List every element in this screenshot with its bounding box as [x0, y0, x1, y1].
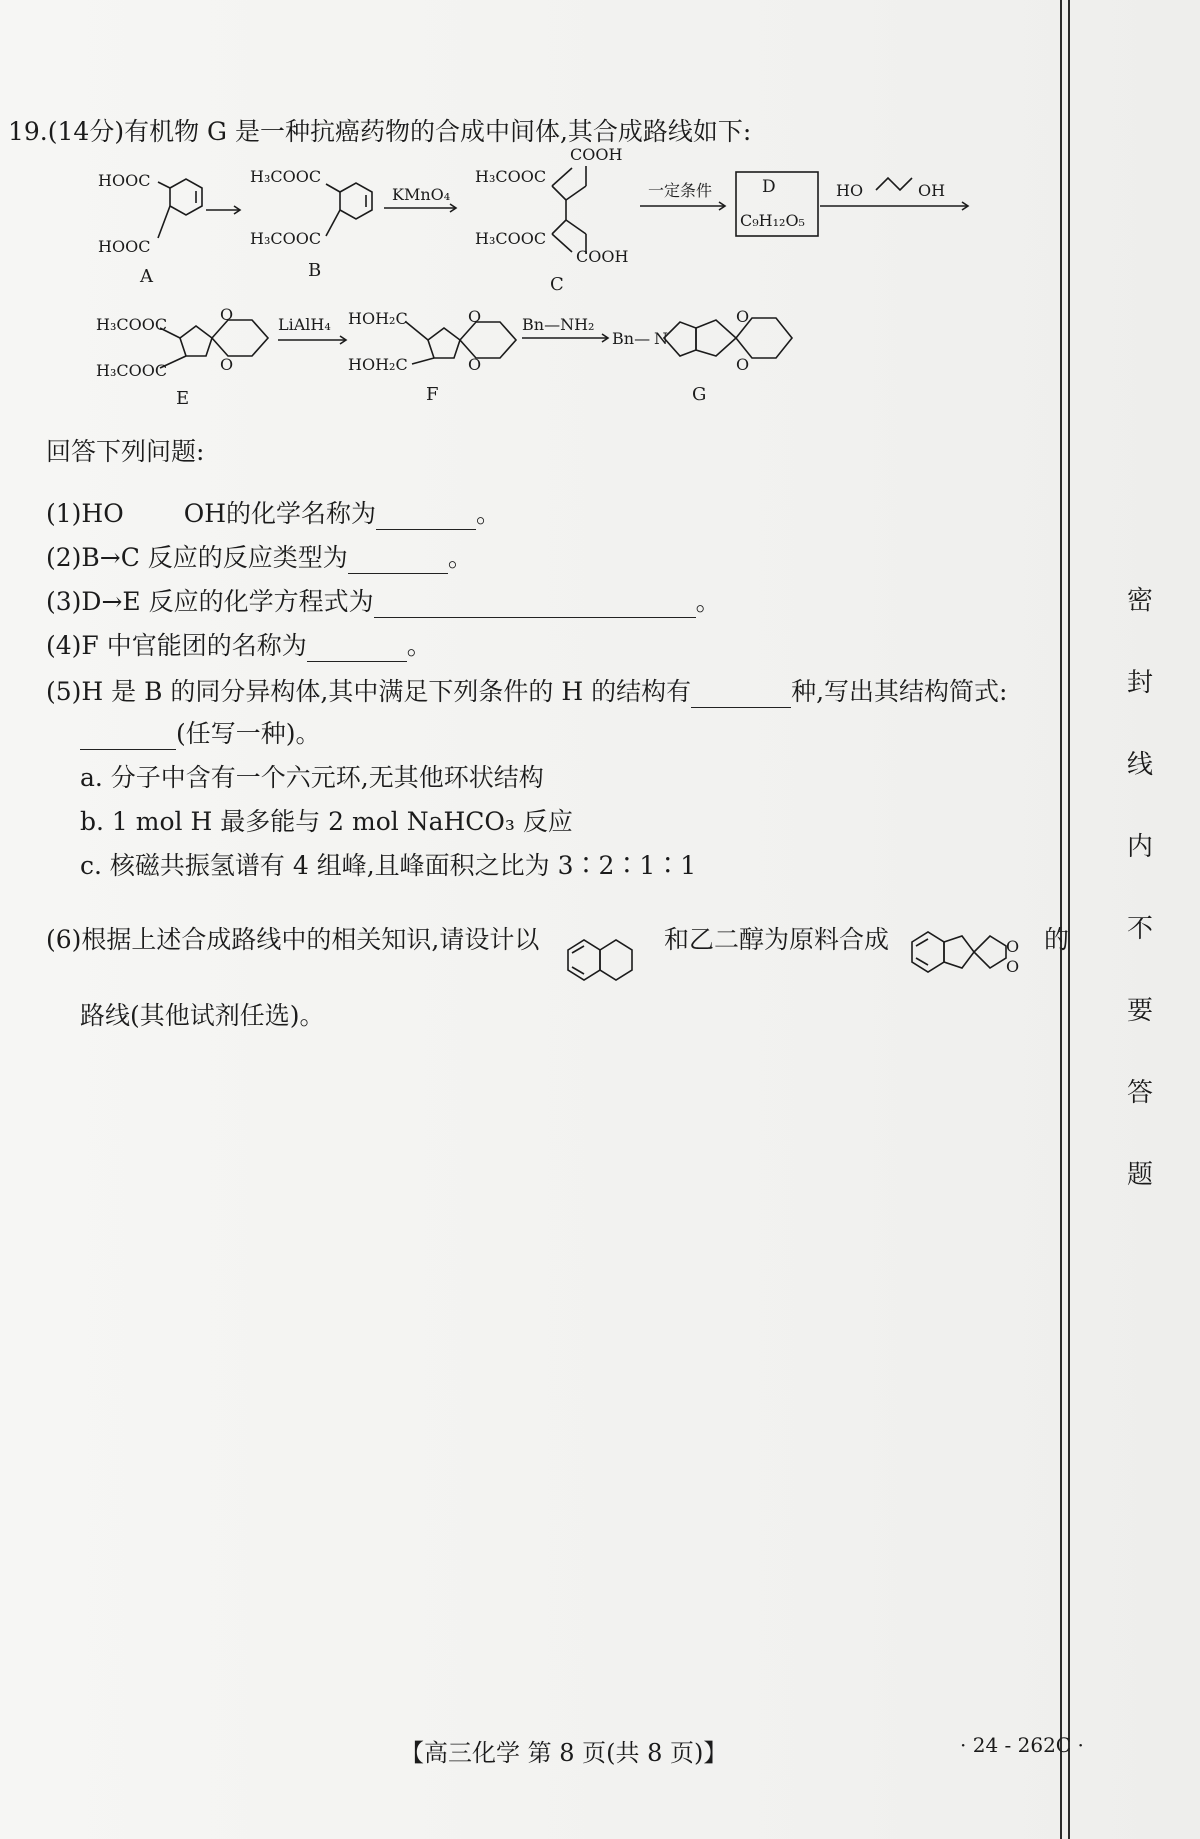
- question-6-mid: 和乙二醇为原料合成: [664, 925, 890, 954]
- q4-text: (4)F 中官能团的名称为: [46, 631, 307, 660]
- question-number: 19.(14分): [8, 117, 125, 146]
- q1-pre: (1)HO: [46, 499, 124, 528]
- reagent-condition: 一定条件: [648, 181, 713, 200]
- e-group-1: H₃COOC: [96, 315, 168, 334]
- g-oxygen-2: O: [736, 355, 750, 374]
- question-6-line2: 路线(其他试剂任选)。: [80, 1001, 325, 1030]
- seal-char: 不: [1126, 914, 1153, 944]
- seal-char: 要: [1126, 996, 1153, 1026]
- question-intro: 有机物 G 是一种抗癌药物的合成中间体,其合成路线如下:: [124, 117, 752, 146]
- b-group-2: H₃COOC: [250, 229, 322, 248]
- reagent-bnnh2: Bn—NH₂: [522, 315, 595, 334]
- q5-text: (5)H 是 B 的同分异构体,其中满足下列条件的 H 的结构有: [46, 677, 692, 706]
- f-group-2: HOH₂C: [348, 355, 408, 374]
- e-oxygen-1: O: [220, 305, 234, 324]
- g-oxygen-1: O: [736, 307, 750, 326]
- c-group-1: H₃COOC: [475, 167, 547, 186]
- q5-line2: (任写一种)。: [176, 719, 321, 748]
- answer-blank-2[interactable]: [348, 547, 448, 574]
- condition-b: b. 1 mol H 最多能与 2 mol NaHCO₃ 反应: [80, 807, 573, 836]
- e-group-2: H₃COOC: [96, 361, 168, 380]
- answer-prompt: 回答下列问题:: [46, 437, 205, 466]
- compound-e-structure: [160, 320, 268, 368]
- seal-char: 封: [1126, 668, 1153, 698]
- seal-char: 密: [1126, 586, 1153, 616]
- compound-b-structure: [326, 183, 372, 236]
- diol-ho: HO: [836, 181, 864, 200]
- c-group-4: COOH: [576, 247, 629, 266]
- condition-c: c. 核磁共振氢谱有 4 组峰,且峰面积之比为 3∶2∶1∶1: [80, 851, 697, 880]
- label-e: E: [176, 388, 190, 409]
- q3-text: (3)D→E 反应的化学方程式为: [46, 587, 374, 616]
- answer-blank-5a[interactable]: [691, 681, 791, 708]
- question-4: (4)F 中官能团的名称为 。: [46, 631, 432, 660]
- label-c: C: [550, 274, 564, 295]
- question-5-line2: [80, 714, 321, 750]
- condition-a: a. 分子中含有一个六元环,无其他环状结构: [80, 763, 544, 792]
- seal-char: 内: [1126, 832, 1153, 862]
- answer-blank-1[interactable]: [376, 503, 476, 530]
- label-g: G: [692, 384, 707, 405]
- dihydronaphthalene-structure: [568, 940, 632, 980]
- compound-c-structure: [552, 166, 586, 254]
- label-b: B: [308, 260, 322, 281]
- question-5: [46, 672, 1007, 708]
- a-group-1: HOOC: [98, 171, 151, 190]
- compound-a-structure: [158, 179, 202, 238]
- q5-mid: 种,写出其结构简式:: [791, 677, 1008, 706]
- page-footer: 【高三化学 第 8 页(共 8 页)】: [400, 1739, 728, 1767]
- compound-f-structure: [406, 322, 516, 364]
- b-group-1: H₃COOC: [250, 167, 322, 186]
- target-spiro-structure: [912, 932, 1006, 972]
- d-formula: C₉H₁₂O₅: [740, 211, 805, 230]
- seal-char: 线: [1126, 750, 1153, 780]
- diol-chain: [876, 178, 912, 190]
- question-2: (2)B→C 反应的反应类型为 。: [46, 543, 473, 572]
- compound-g-structure: [664, 318, 792, 358]
- g-bn: Bn—: [612, 329, 651, 348]
- c-group-3: COOH: [570, 145, 623, 164]
- answer-blank-5b[interactable]: [80, 723, 176, 750]
- question-6-pre: (6)根据上述合成路线中的相关知识,请设计以: [46, 925, 540, 954]
- a-group-2: HOOC: [98, 237, 151, 256]
- reagent-kmno4: KMnO₄: [392, 185, 451, 204]
- target-oxygen-2: O: [1006, 957, 1020, 976]
- label-a: A: [140, 266, 153, 287]
- diol-oh: OH: [918, 181, 946, 200]
- question-3: (3)D→E 反应的化学方程式为 。: [46, 587, 721, 616]
- q1-post: OH的化学名称为: [183, 499, 377, 528]
- seal-char: 答: [1126, 1078, 1153, 1108]
- label-f: F: [426, 384, 439, 405]
- answer-blank-3[interactable]: [374, 591, 696, 618]
- target-oxygen-1: O: [1006, 937, 1020, 956]
- q2-text: (2)B→C 反应的反应类型为: [46, 543, 348, 572]
- e-oxygen-2: O: [220, 355, 234, 374]
- question-6-post: 的: [1044, 925, 1070, 954]
- seal-char: 题: [1126, 1160, 1153, 1190]
- question-1: (1)HO OH的化学名称为 。: [46, 499, 502, 528]
- g-nitrogen: N: [654, 329, 668, 348]
- f-group-1: HOH₂C: [348, 309, 408, 328]
- f-oxygen-1: O: [468, 307, 482, 326]
- c-group-2: H₃COOC: [475, 229, 547, 248]
- paper-code: · 24 - 262C ·: [960, 1733, 1084, 1757]
- answer-blank-4[interactable]: [307, 635, 407, 662]
- reagent-lialh4: LiAlH₄: [278, 315, 331, 334]
- f-oxygen-2: O: [468, 355, 482, 374]
- label-d: D: [762, 177, 776, 197]
